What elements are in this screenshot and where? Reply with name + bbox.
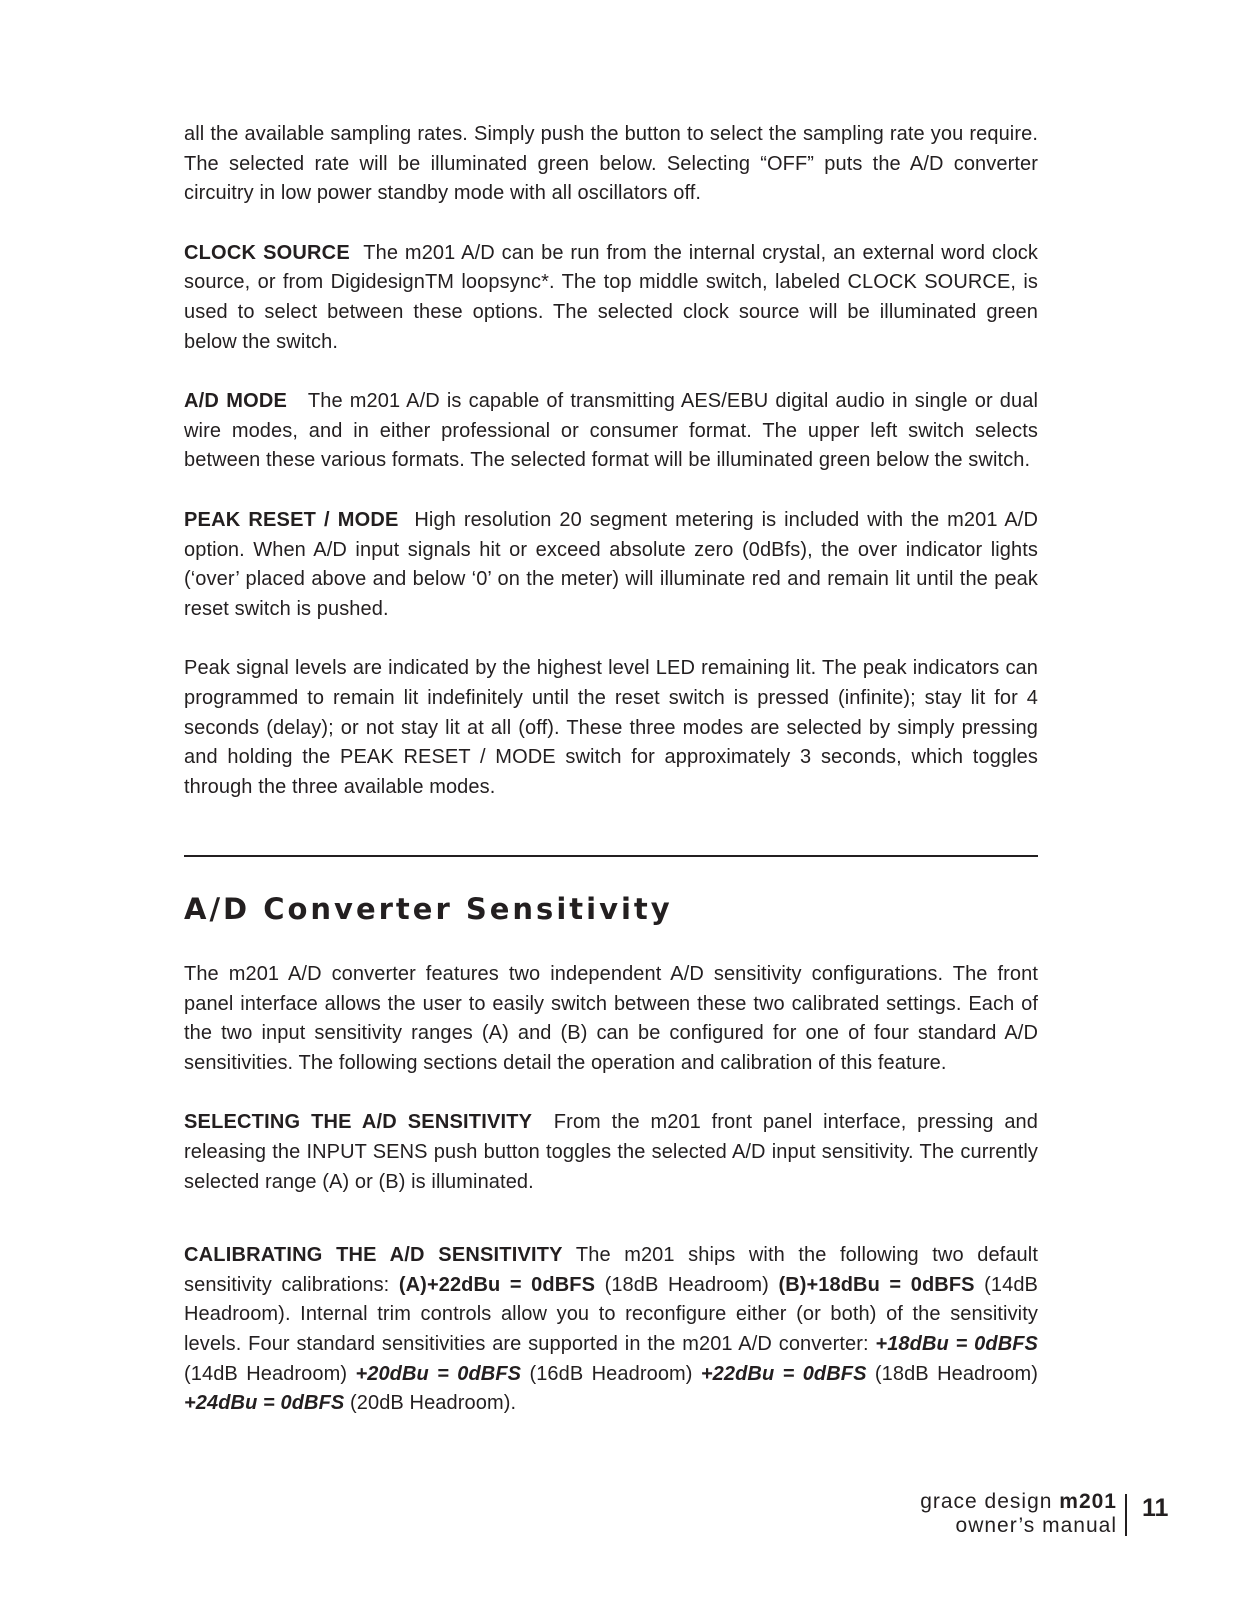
sensitivity-option-1: +18dBu = 0dBFS (875, 1332, 1038, 1355)
calibration-b: (B)+18dBu = 0dBFS (778, 1273, 975, 1296)
calibrating-paragraph (184, 1241, 1038, 1419)
sensitivity-option-2: +20dBu = 0dBFS (355, 1362, 522, 1385)
ad-mode-text: The m201 A/D is capable of transmitting AES/EBU digital audio in single or dual wire modes, and in either professional or consumer format. The upper left switch selects between these various formats. The selected format will be illuminated green below the switch. (184, 390, 1038, 472)
footer-divider (1125, 1494, 1127, 1536)
footer-model: m201 (1059, 1490, 1117, 1513)
peak-reset-lead: PEAK RESET / MODE (184, 508, 399, 531)
footer-brand-name: grace design (920, 1490, 1060, 1513)
footer-subtitle: owner’s manual (955, 1514, 1117, 1537)
sensitivity-text-block (184, 960, 1038, 1419)
selecting-paragraph (184, 1108, 1038, 1197)
calibrating-text-2: (18dB Headroom) (595, 1273, 779, 1296)
upper-text-block (184, 120, 1038, 802)
peak-reset-paragraph (184, 506, 1038, 624)
calibration-a: (A)+22dBu = 0dBFS (398, 1273, 596, 1296)
calibrating-text-1: The m201 ships with the following two default sensitivity calibrations: (184, 1244, 1038, 1296)
selecting-lead: SELECTING THE A/D SENSITIVITY (184, 1111, 533, 1134)
peak-levels-paragraph: Peak signal levels are indicated by the highest level LED remaining lit. The peak indicators can programmed to remain lit indefinitely until the reset switch is pressed (infinite); stay lit for 4 seconds (delay); or not stay lit at all (off). These three modes are selected by simply pressing and holding the PEAK RESET / MODE switch for approximately 3 seconds, which toggles through the three available modes. (184, 657, 1038, 798)
section-heading: A/D Converter Sensitivity (184, 892, 673, 926)
peak-reset-text: High resolution 20 segment metering is included with the m201 A/D option. When A/D input signals hit or exceed absolute zero (0dBfs), the over indicator lights (‘over’ placed above and below ‘0’ on the meter) will illuminate red and remain lit until the peak reset switch is pushed. (184, 508, 1039, 620)
headroom-4: (20dB Headroom). (344, 1392, 517, 1415)
section-divider (184, 855, 1038, 857)
headroom-3: (18dB Headroom) (866, 1362, 1039, 1385)
footer-brand (920, 1490, 1117, 1538)
sensitivity-option-4: +24dBu = 0dBFS (184, 1392, 345, 1415)
clock-source-text: The m201 A/D can be run from the internal crystal, an external word clock source, or from DigidesignTM loopsync*. The top middle switch, labeled CLOCK SOURCE, is used to select between these options. The selected clock source will be illuminated green below the switch. (184, 241, 1038, 353)
selecting-text: From the m201 front panel interface, pressing and releasing the INPUT SENS push button toggles the selected A/D input sensitivity. The currently selected range (A) or (B) is illuminated. (184, 1111, 1038, 1193)
calibrating-text-3: (14dB Headroom). Internal trim controls allow you to reconfigure either (or both) of the sensitivity levels. Four standard sensitivities are supported in the m201 A/D converter: (184, 1273, 1038, 1355)
intro-paragraph: all the available sampling rates. Simply push the button to select the sampling rate you require. The selected rate will be illuminated green below. Selecting “OFF” puts the A/D converter circuitry in low power standby mode with all oscillators off. (184, 123, 1038, 205)
headroom-2: (16dB Headroom) (521, 1362, 701, 1385)
sensitivity-intro-paragraph: The m201 A/D converter features two independent A/D sensitivity configurations. The front panel interface allows the user to easily switch between these two calibrated settings. Each of the two input sensitivity ranges (A) and (B) can be configured for one of four standard A/D sensitivities. The following sections detail the operation and calibration of this feature. (184, 963, 1038, 1074)
calibrating-lead: CALIBRATING THE A/D SENSITIVITY (184, 1244, 563, 1267)
headroom-1: (14dB Headroom) (184, 1362, 356, 1385)
page-number: 11 (1142, 1494, 1169, 1522)
sensitivity-option-3: +22dBu = 0dBFS (700, 1362, 867, 1385)
clock-source-lead: CLOCK SOURCE (184, 241, 350, 264)
clock-source-paragraph (184, 239, 1038, 357)
ad-mode-paragraph (184, 387, 1038, 476)
ad-mode-lead: A/D MODE (184, 390, 288, 413)
